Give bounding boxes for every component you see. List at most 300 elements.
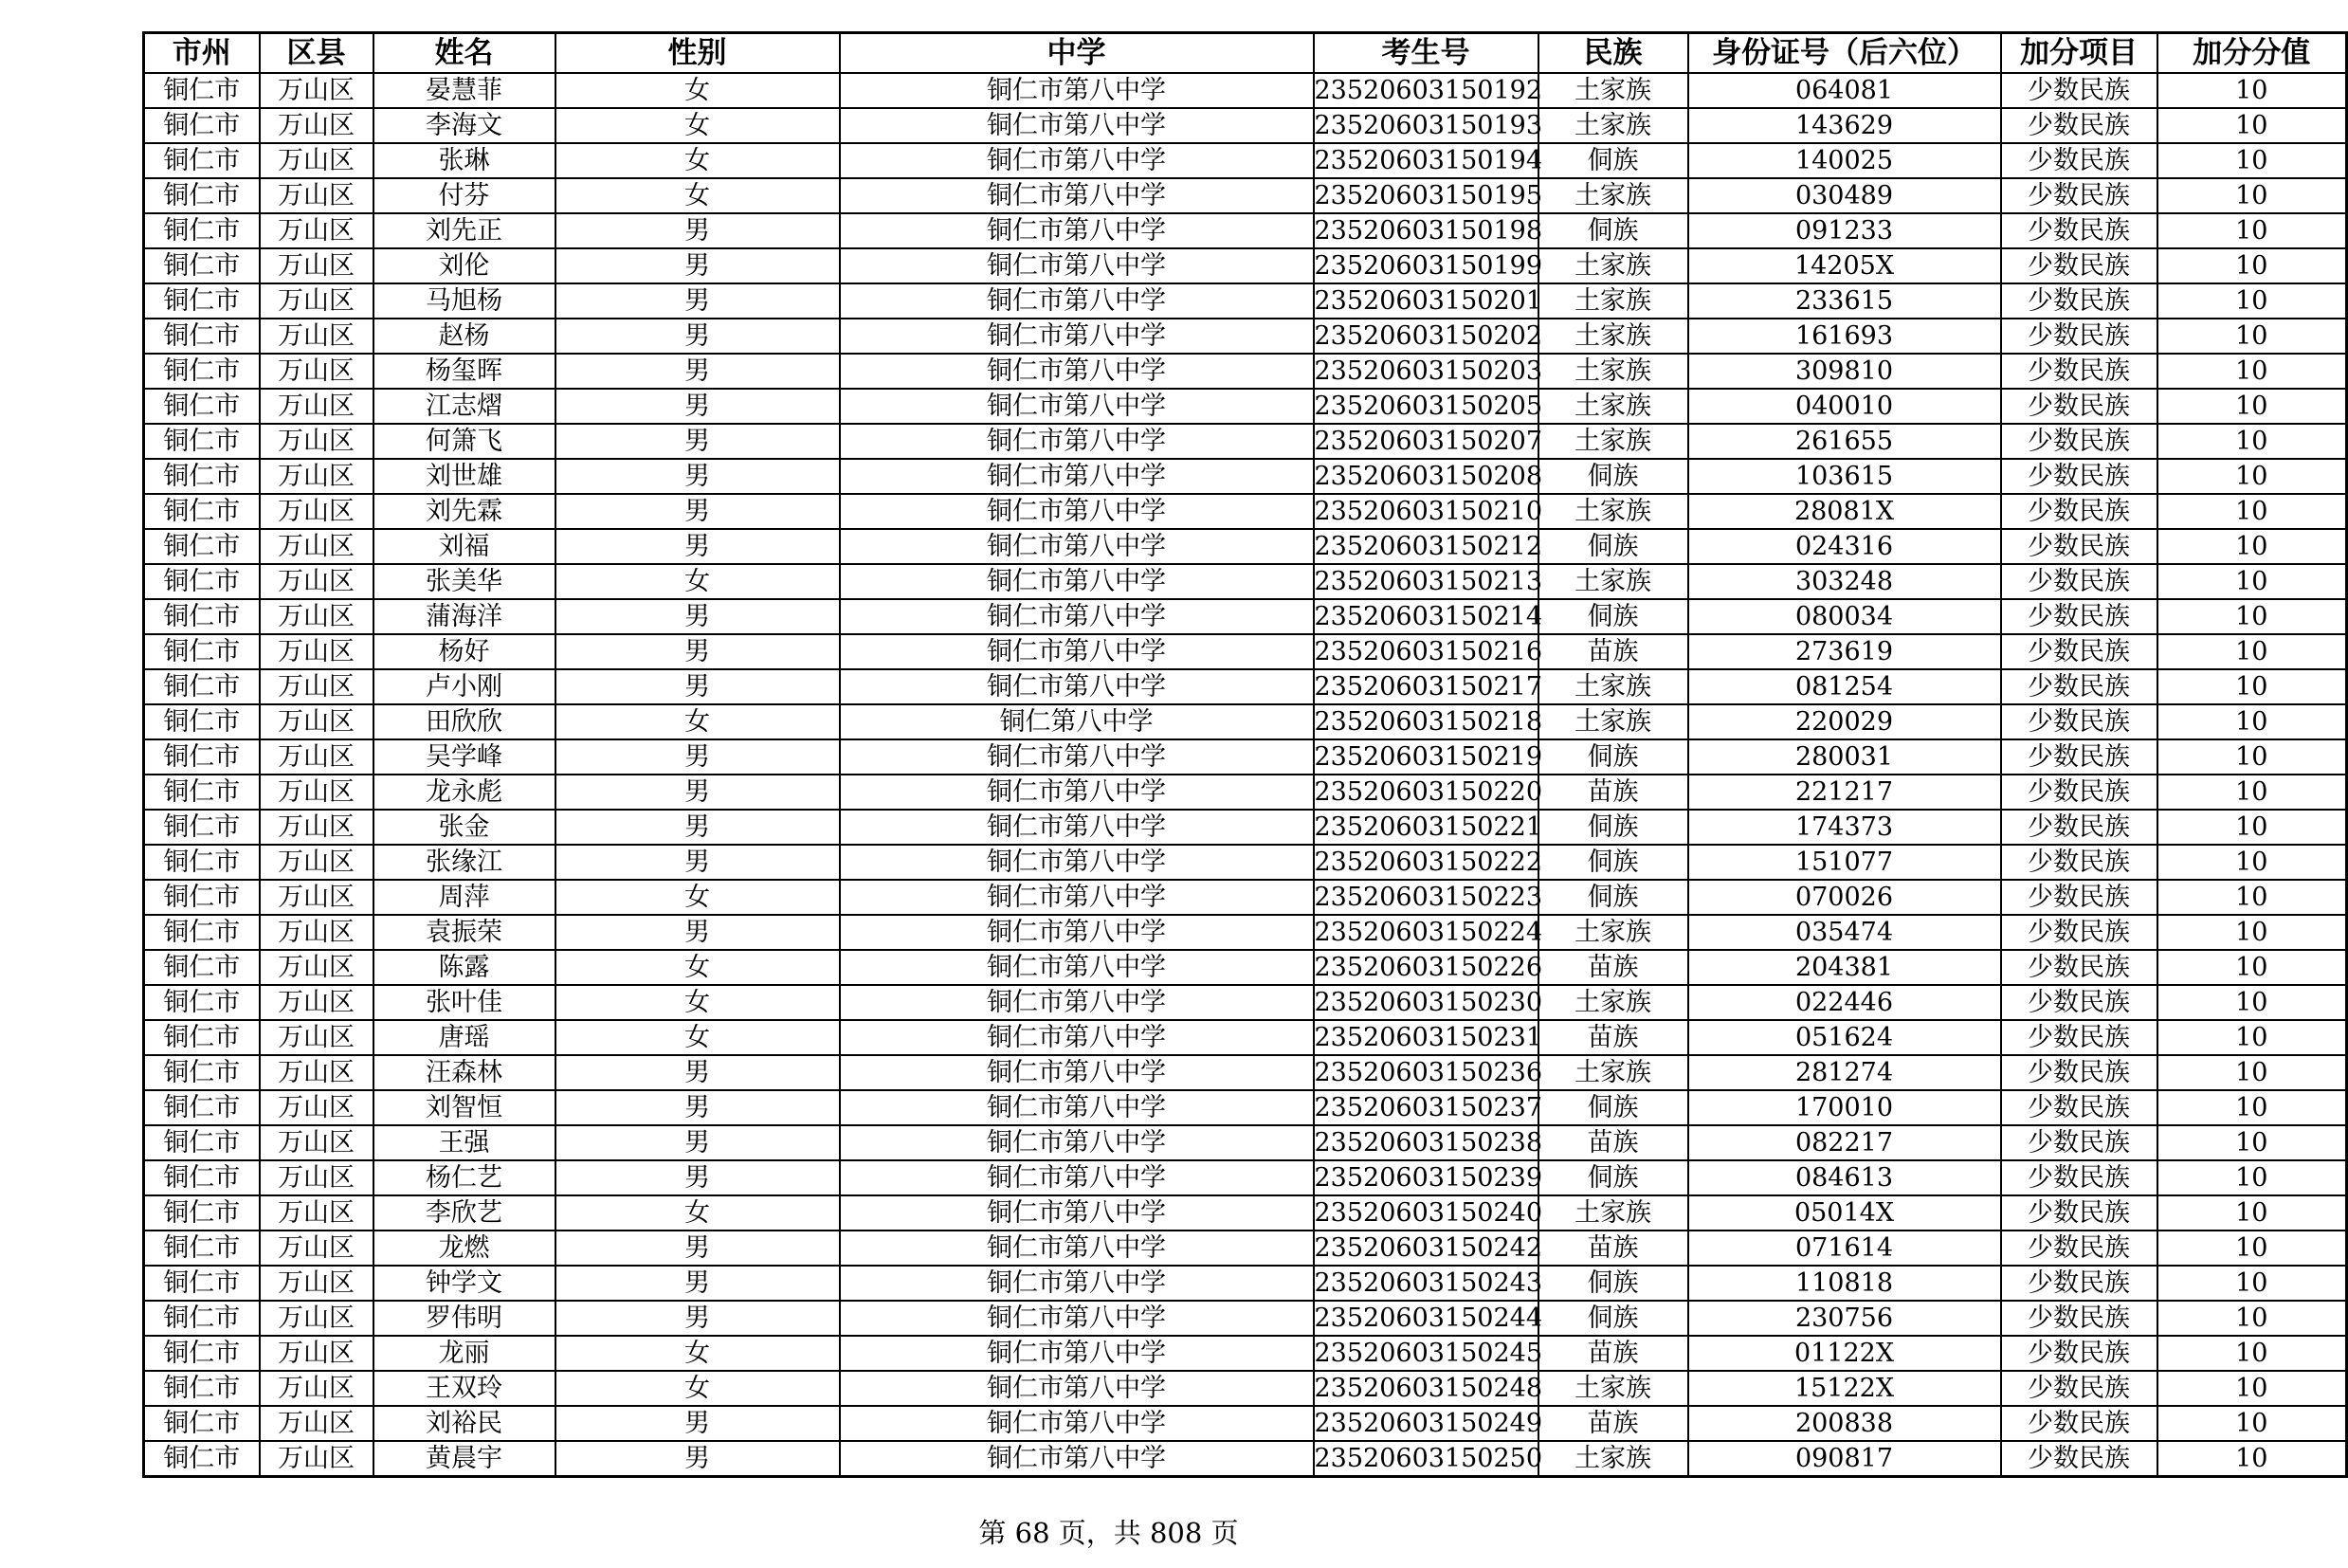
cell-id-suffix: 064081 <box>1688 73 2001 108</box>
cell-school: 铜仁市第八中学 <box>840 319 1314 354</box>
cell-city: 铜仁市 <box>144 1090 260 1125</box>
cell-bonus-item: 少数民族 <box>2001 73 2157 108</box>
cell-bonus-item: 少数民族 <box>2001 915 2157 950</box>
cell-bonus-value: 10 <box>2157 248 2347 283</box>
table-body <box>144 73 2347 1477</box>
cell-ethnicity: 土家族 <box>1538 915 1688 950</box>
cell-school: 铜仁市第八中学 <box>840 1336 1314 1371</box>
table-row <box>144 1055 2347 1090</box>
cell-bonus-item: 少数民族 <box>2001 1231 2157 1266</box>
cell-bonus-value: 10 <box>2157 739 2347 775</box>
cell-ethnicity: 侗族 <box>1538 810 1688 845</box>
cell-name: 杨仁艺 <box>373 1160 555 1195</box>
cell-district: 万山区 <box>260 985 373 1020</box>
cell-ethnicity: 土家族 <box>1538 1055 1688 1090</box>
cell-bonus-value: 10 <box>2157 1301 2347 1336</box>
cell-exam-number: 23520603150218 <box>1314 704 1538 739</box>
cell-exam-number: 23520603150242 <box>1314 1231 1538 1266</box>
cell-id-suffix: 084613 <box>1688 1160 2001 1195</box>
cell-name: 杨玺晖 <box>373 354 555 389</box>
cell-id-suffix: 030489 <box>1688 178 2001 213</box>
cell-bonus-item: 少数民族 <box>2001 283 2157 319</box>
cell-city: 铜仁市 <box>144 319 260 354</box>
cell-name: 袁振荣 <box>373 915 555 950</box>
cell-district: 万山区 <box>260 564 373 599</box>
cell-district: 万山区 <box>260 248 373 283</box>
cell-city: 铜仁市 <box>144 1266 260 1301</box>
cell-school: 铜仁市第八中学 <box>840 775 1314 810</box>
cell-school: 铜仁市第八中学 <box>840 494 1314 529</box>
cell-bonus-item: 少数民族 <box>2001 1301 2157 1336</box>
cell-gender: 男 <box>555 459 840 494</box>
table-row <box>144 739 2347 775</box>
cell-name: 唐瑶 <box>373 1020 555 1055</box>
cell-gender: 女 <box>555 1371 840 1406</box>
cell-gender: 男 <box>555 529 840 564</box>
cell-gender: 男 <box>555 1266 840 1301</box>
cell-bonus-item: 少数民族 <box>2001 634 2157 669</box>
cell-bonus-item: 少数民族 <box>2001 1371 2157 1406</box>
cell-district: 万山区 <box>260 775 373 810</box>
cell-school: 铜仁市第八中学 <box>840 529 1314 564</box>
cell-school: 铜仁市第八中学 <box>840 1406 1314 1441</box>
cell-city: 铜仁市 <box>144 213 260 248</box>
cell-ethnicity: 侗族 <box>1538 739 1688 775</box>
cell-name: 张缘江 <box>373 845 555 880</box>
cell-district: 万山区 <box>260 739 373 775</box>
cell-ethnicity: 苗族 <box>1538 1406 1688 1441</box>
cell-bonus-value: 10 <box>2157 704 2347 739</box>
table-header-row <box>144 33 2347 74</box>
cell-city: 铜仁市 <box>144 494 260 529</box>
table-row <box>144 1125 2347 1160</box>
cell-id-suffix: 080034 <box>1688 599 2001 634</box>
cell-city: 铜仁市 <box>144 564 260 599</box>
cell-bonus-item: 少数民族 <box>2001 178 2157 213</box>
cell-exam-number: 23520603150193 <box>1314 108 1538 143</box>
cell-exam-number: 23520603150201 <box>1314 283 1538 319</box>
cell-school: 铜仁市第八中学 <box>840 1195 1314 1231</box>
cell-district: 万山区 <box>260 599 373 634</box>
cell-ethnicity: 土家族 <box>1538 73 1688 108</box>
cell-id-suffix: 170010 <box>1688 1090 2001 1125</box>
cell-exam-number: 23520603150219 <box>1314 739 1538 775</box>
cell-district: 万山区 <box>260 108 373 143</box>
cell-bonus-value: 10 <box>2157 810 2347 845</box>
cell-exam-number: 23520603150222 <box>1314 845 1538 880</box>
cell-bonus-value: 10 <box>2157 1090 2347 1125</box>
table-row <box>144 880 2347 915</box>
cell-gender: 男 <box>555 634 840 669</box>
cell-exam-number: 23520603150236 <box>1314 1055 1538 1090</box>
cell-bonus-item: 少数民族 <box>2001 319 2157 354</box>
table-row <box>144 283 2347 319</box>
cell-id-suffix: 091233 <box>1688 213 2001 248</box>
cell-school: 铜仁市第八中学 <box>840 1371 1314 1406</box>
cell-district: 万山区 <box>260 915 373 950</box>
cell-name: 马旭杨 <box>373 283 555 319</box>
cell-school: 铜仁市第八中学 <box>840 1055 1314 1090</box>
cell-district: 万山区 <box>260 424 373 459</box>
cell-ethnicity: 土家族 <box>1538 248 1688 283</box>
cell-bonus-item: 少数民族 <box>2001 459 2157 494</box>
cell-name: 李海文 <box>373 108 555 143</box>
cell-city: 铜仁市 <box>144 1020 260 1055</box>
page-footer: 第 68 页，共 808 页 <box>978 1517 1239 1549</box>
cell-school: 铜仁市第八中学 <box>840 634 1314 669</box>
cell-city: 铜仁市 <box>144 985 260 1020</box>
cell-exam-number: 23520603150210 <box>1314 494 1538 529</box>
cell-city: 铜仁市 <box>144 1371 260 1406</box>
cell-id-suffix: 143629 <box>1688 108 2001 143</box>
cell-city: 铜仁市 <box>144 1160 260 1195</box>
cell-ethnicity: 土家族 <box>1538 283 1688 319</box>
cell-city: 铜仁市 <box>144 810 260 845</box>
cell-bonus-item: 少数民族 <box>2001 810 2157 845</box>
cell-bonus-item: 少数民族 <box>2001 845 2157 880</box>
cell-name: 陈露 <box>373 950 555 985</box>
cell-bonus-value: 10 <box>2157 1371 2347 1406</box>
bonus-points-table <box>142 31 2348 1478</box>
cell-gender: 男 <box>555 599 840 634</box>
cell-city: 铜仁市 <box>144 1441 260 1477</box>
cell-district: 万山区 <box>260 1336 373 1371</box>
cell-city: 铜仁市 <box>144 775 260 810</box>
cell-id-suffix: 071614 <box>1688 1231 2001 1266</box>
cell-city: 铜仁市 <box>144 1055 260 1090</box>
table-row <box>144 1020 2347 1055</box>
cell-id-suffix: 15122X <box>1688 1371 2001 1406</box>
cell-bonus-value: 10 <box>2157 915 2347 950</box>
cell-gender: 女 <box>555 143 840 178</box>
cell-id-suffix: 082217 <box>1688 1125 2001 1160</box>
cell-district: 万山区 <box>260 1020 373 1055</box>
cell-id-suffix: 220029 <box>1688 704 2001 739</box>
cell-exam-number: 23520603150239 <box>1314 1160 1538 1195</box>
cell-bonus-item: 少数民族 <box>2001 1055 2157 1090</box>
cell-gender: 男 <box>555 494 840 529</box>
cell-name: 王双玲 <box>373 1371 555 1406</box>
cell-exam-number: 23520603150213 <box>1314 564 1538 599</box>
cell-gender: 男 <box>555 424 840 459</box>
cell-id-suffix: 040010 <box>1688 389 2001 424</box>
cell-bonus-item: 少数民族 <box>2001 1020 2157 1055</box>
cell-name: 刘智恒 <box>373 1090 555 1125</box>
cell-ethnicity: 土家族 <box>1538 1195 1688 1231</box>
cell-district: 万山区 <box>260 283 373 319</box>
cell-gender: 女 <box>555 985 840 1020</box>
cell-bonus-item: 少数民族 <box>2001 564 2157 599</box>
cell-bonus-value: 10 <box>2157 950 2347 985</box>
cell-bonus-value: 10 <box>2157 1336 2347 1371</box>
cell-exam-number: 23520603150192 <box>1314 73 1538 108</box>
cell-ethnicity: 土家族 <box>1538 669 1688 704</box>
table-row <box>144 810 2347 845</box>
cell-ethnicity: 土家族 <box>1538 424 1688 459</box>
cell-district: 万山区 <box>260 459 373 494</box>
cell-city: 铜仁市 <box>144 950 260 985</box>
cell-name: 刘先正 <box>373 213 555 248</box>
cell-exam-number: 23520603150207 <box>1314 424 1538 459</box>
cell-ethnicity: 侗族 <box>1538 1160 1688 1195</box>
cell-name: 黄晨宇 <box>373 1441 555 1477</box>
cell-gender: 男 <box>555 354 840 389</box>
cell-exam-number: 23520603150220 <box>1314 775 1538 810</box>
cell-ethnicity: 侗族 <box>1538 213 1688 248</box>
cell-bonus-item: 少数民族 <box>2001 529 2157 564</box>
cell-city: 铜仁市 <box>144 389 260 424</box>
cell-exam-number: 23520603150245 <box>1314 1336 1538 1371</box>
cell-id-suffix: 103615 <box>1688 459 2001 494</box>
cell-id-suffix: 273619 <box>1688 634 2001 669</box>
cell-school: 铜仁市第八中学 <box>840 669 1314 704</box>
cell-gender: 男 <box>555 1301 840 1336</box>
cell-school: 铜仁市第八中学 <box>840 985 1314 1020</box>
cell-bonus-value: 10 <box>2157 459 2347 494</box>
cell-name: 张金 <box>373 810 555 845</box>
cell-exam-number: 23520603150243 <box>1314 1266 1538 1301</box>
cell-id-suffix: 309810 <box>1688 354 2001 389</box>
table-row <box>144 529 2347 564</box>
cell-name: 龙永彪 <box>373 775 555 810</box>
cell-district: 万山区 <box>260 669 373 704</box>
cell-name: 张美华 <box>373 564 555 599</box>
cell-id-suffix: 024316 <box>1688 529 2001 564</box>
cell-district: 万山区 <box>260 1441 373 1477</box>
cell-name: 张琳 <box>373 143 555 178</box>
cell-bonus-value: 10 <box>2157 599 2347 634</box>
cell-ethnicity: 侗族 <box>1538 880 1688 915</box>
cell-exam-number: 23520603150231 <box>1314 1020 1538 1055</box>
cell-bonus-value: 10 <box>2157 1020 2347 1055</box>
cell-district: 万山区 <box>260 1160 373 1195</box>
cell-gender: 女 <box>555 1336 840 1371</box>
cell-bonus-value: 10 <box>2157 1055 2347 1090</box>
cell-gender: 男 <box>555 213 840 248</box>
cell-gender: 男 <box>555 319 840 354</box>
cell-bonus-value: 10 <box>2157 1266 2347 1301</box>
cell-name: 刘伦 <box>373 248 555 283</box>
cell-gender: 女 <box>555 704 840 739</box>
cell-bonus-value: 10 <box>2157 1125 2347 1160</box>
cell-exam-number: 23520603150237 <box>1314 1090 1538 1125</box>
cell-exam-number: 23520603150199 <box>1314 248 1538 283</box>
header-ethnicity: 民族 <box>1538 33 1688 74</box>
cell-district: 万山区 <box>260 494 373 529</box>
cell-gender: 女 <box>555 73 840 108</box>
cell-bonus-value: 10 <box>2157 108 2347 143</box>
cell-gender: 女 <box>555 1020 840 1055</box>
cell-gender: 女 <box>555 178 840 213</box>
cell-city: 铜仁市 <box>144 424 260 459</box>
cell-school: 铜仁市第八中学 <box>840 950 1314 985</box>
cell-exam-number: 23520603150194 <box>1314 143 1538 178</box>
table-row <box>144 1231 2347 1266</box>
table-row <box>144 669 2347 704</box>
table-row <box>144 1336 2347 1371</box>
cell-school: 铜仁市第八中学 <box>840 73 1314 108</box>
cell-bonus-item: 少数民族 <box>2001 424 2157 459</box>
cell-district: 万山区 <box>260 810 373 845</box>
cell-id-suffix: 233615 <box>1688 283 2001 319</box>
cell-name: 杨好 <box>373 634 555 669</box>
cell-bonus-item: 少数民族 <box>2001 143 2157 178</box>
cell-school: 铜仁市第八中学 <box>840 1266 1314 1301</box>
table-row <box>144 73 2347 108</box>
cell-ethnicity: 侗族 <box>1538 529 1688 564</box>
cell-ethnicity: 土家族 <box>1538 354 1688 389</box>
cell-city: 铜仁市 <box>144 1301 260 1336</box>
cell-district: 万山区 <box>260 73 373 108</box>
cell-name: 刘裕民 <box>373 1406 555 1441</box>
cell-district: 万山区 <box>260 143 373 178</box>
header-bonus-value: 加分分值 <box>2157 33 2347 74</box>
cell-bonus-value: 10 <box>2157 283 2347 319</box>
table-row <box>144 389 2347 424</box>
table-row <box>144 1406 2347 1441</box>
cell-school: 铜仁市第八中学 <box>840 845 1314 880</box>
cell-city: 铜仁市 <box>144 739 260 775</box>
cell-id-suffix: 204381 <box>1688 950 2001 985</box>
cell-ethnicity: 侗族 <box>1538 459 1688 494</box>
cell-district: 万山区 <box>260 529 373 564</box>
cell-ethnicity: 苗族 <box>1538 1020 1688 1055</box>
cell-city: 铜仁市 <box>144 1406 260 1441</box>
cell-gender: 男 <box>555 775 840 810</box>
cell-gender: 男 <box>555 1125 840 1160</box>
cell-ethnicity: 土家族 <box>1538 704 1688 739</box>
header-name: 姓名 <box>373 33 555 74</box>
cell-school: 铜仁市第八中学 <box>840 389 1314 424</box>
cell-district: 万山区 <box>260 354 373 389</box>
cell-exam-number: 23520603150238 <box>1314 1125 1538 1160</box>
table-row <box>144 319 2347 354</box>
cell-bonus-value: 10 <box>2157 529 2347 564</box>
cell-ethnicity: 侗族 <box>1538 845 1688 880</box>
cell-district: 万山区 <box>260 178 373 213</box>
cell-exam-number: 23520603150212 <box>1314 529 1538 564</box>
cell-bonus-value: 10 <box>2157 1441 2347 1477</box>
table-row <box>144 1441 2347 1477</box>
cell-district: 万山区 <box>260 1231 373 1266</box>
cell-id-suffix: 051624 <box>1688 1020 2001 1055</box>
cell-bonus-value: 10 <box>2157 494 2347 529</box>
table-row <box>144 178 2347 213</box>
cell-id-suffix: 022446 <box>1688 985 2001 1020</box>
cell-name: 张叶佳 <box>373 985 555 1020</box>
cell-ethnicity: 苗族 <box>1538 775 1688 810</box>
cell-bonus-item: 少数民族 <box>2001 389 2157 424</box>
cell-city: 铜仁市 <box>144 529 260 564</box>
cell-id-suffix: 200838 <box>1688 1406 2001 1441</box>
cell-ethnicity: 土家族 <box>1538 1371 1688 1406</box>
cell-bonus-value: 10 <box>2157 669 2347 704</box>
cell-id-suffix: 070026 <box>1688 880 2001 915</box>
cell-ethnicity: 土家族 <box>1538 494 1688 529</box>
cell-id-suffix: 230756 <box>1688 1301 2001 1336</box>
cell-school: 铜仁市第八中学 <box>840 1160 1314 1195</box>
cell-name: 蒲海洋 <box>373 599 555 634</box>
cell-school: 铜仁市第八中学 <box>840 354 1314 389</box>
cell-city: 铜仁市 <box>144 599 260 634</box>
cell-id-suffix: 174373 <box>1688 810 2001 845</box>
cell-gender: 女 <box>555 108 840 143</box>
cell-gender: 男 <box>555 1441 840 1477</box>
cell-ethnicity: 土家族 <box>1538 564 1688 599</box>
cell-ethnicity: 土家族 <box>1538 319 1688 354</box>
cell-exam-number: 23520603150214 <box>1314 599 1538 634</box>
cell-name: 龙燃 <box>373 1231 555 1266</box>
table-row <box>144 1301 2347 1336</box>
cell-gender: 女 <box>555 564 840 599</box>
cell-gender: 男 <box>555 1160 840 1195</box>
cell-exam-number: 23520603150244 <box>1314 1301 1538 1336</box>
cell-city: 铜仁市 <box>144 283 260 319</box>
table-row <box>144 1266 2347 1301</box>
cell-exam-number: 23520603150202 <box>1314 319 1538 354</box>
cell-school: 铜仁市第八中学 <box>840 213 1314 248</box>
cell-bonus-item: 少数民族 <box>2001 1266 2157 1301</box>
header-id-suffix: 身份证号（后六位） <box>1688 33 2001 74</box>
cell-exam-number: 23520603150217 <box>1314 669 1538 704</box>
cell-city: 铜仁市 <box>144 178 260 213</box>
cell-name: 晏慧菲 <box>373 73 555 108</box>
cell-ethnicity: 苗族 <box>1538 1125 1688 1160</box>
cell-name: 卢小刚 <box>373 669 555 704</box>
table-row <box>144 775 2347 810</box>
cell-bonus-item: 少数民族 <box>2001 985 2157 1020</box>
header-bonus-item: 加分项目 <box>2001 33 2157 74</box>
cell-name: 李欣艺 <box>373 1195 555 1231</box>
cell-ethnicity: 土家族 <box>1538 178 1688 213</box>
cell-name: 赵杨 <box>373 319 555 354</box>
cell-city: 铜仁市 <box>144 459 260 494</box>
cell-bonus-item: 少数民族 <box>2001 669 2157 704</box>
cell-ethnicity: 苗族 <box>1538 950 1688 985</box>
cell-gender: 男 <box>555 1231 840 1266</box>
cell-school: 铜仁市第八中学 <box>840 424 1314 459</box>
cell-ethnicity: 侗族 <box>1538 1090 1688 1125</box>
cell-bonus-item: 少数民族 <box>2001 354 2157 389</box>
cell-exam-number: 23520603150230 <box>1314 985 1538 1020</box>
cell-exam-number: 23520603150224 <box>1314 915 1538 950</box>
cell-school: 铜仁市第八中学 <box>840 915 1314 950</box>
table-row <box>144 704 2347 739</box>
cell-district: 万山区 <box>260 845 373 880</box>
cell-bonus-value: 10 <box>2157 213 2347 248</box>
cell-bonus-value: 10 <box>2157 143 2347 178</box>
cell-district: 万山区 <box>260 319 373 354</box>
cell-city: 铜仁市 <box>144 1231 260 1266</box>
cell-bonus-value: 10 <box>2157 1195 2347 1231</box>
cell-bonus-value: 10 <box>2157 389 2347 424</box>
cell-name: 周萍 <box>373 880 555 915</box>
cell-city: 铜仁市 <box>144 108 260 143</box>
table-row <box>144 459 2347 494</box>
cell-exam-number: 23520603150221 <box>1314 810 1538 845</box>
cell-ethnicity: 侗族 <box>1538 1266 1688 1301</box>
cell-bonus-value: 10 <box>2157 1160 2347 1195</box>
cell-school: 铜仁市第八中学 <box>840 739 1314 775</box>
cell-bonus-item: 少数民族 <box>2001 739 2157 775</box>
cell-bonus-value: 10 <box>2157 319 2347 354</box>
cell-bonus-item: 少数民族 <box>2001 1125 2157 1160</box>
cell-school: 铜仁市第八中学 <box>840 248 1314 283</box>
cell-name: 江志熠 <box>373 389 555 424</box>
cell-school: 铜仁市第八中学 <box>840 178 1314 213</box>
table-row <box>144 950 2347 985</box>
cell-bonus-item: 少数民族 <box>2001 248 2157 283</box>
